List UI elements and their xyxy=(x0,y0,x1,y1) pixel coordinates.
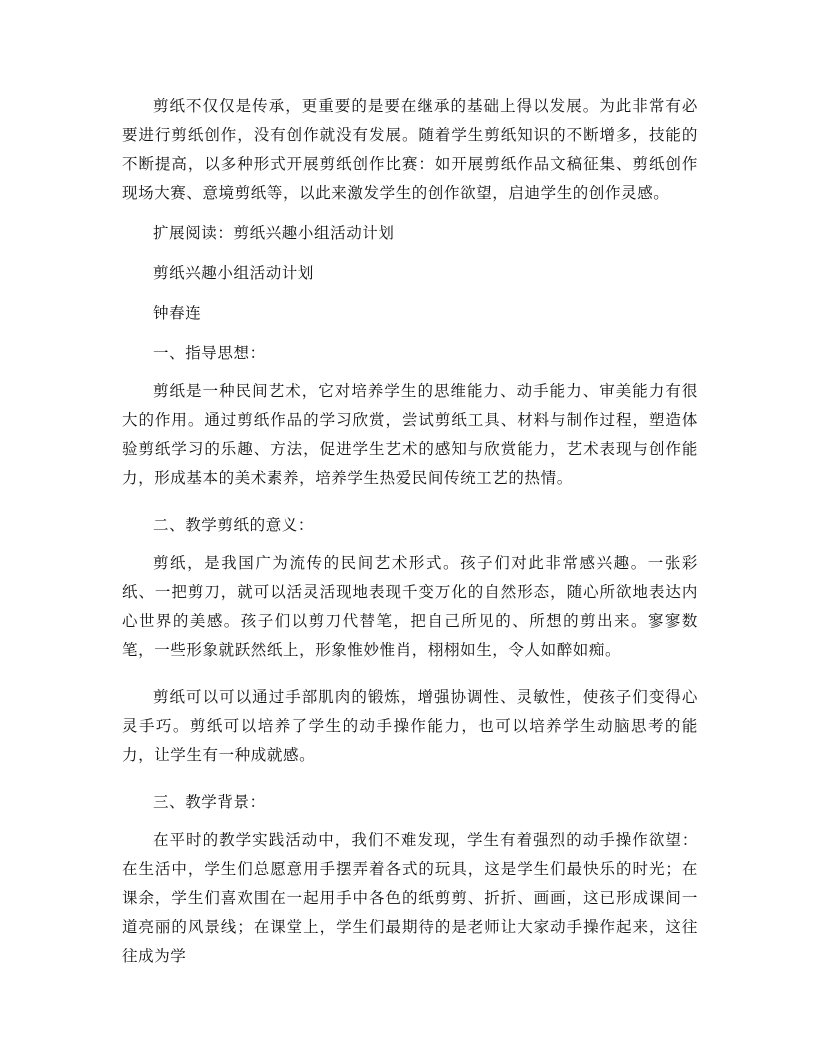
background-paragraph: 在平时的教学实践活动中，我们不难发现，学生有着强烈的动手操作欲望：在生活中，学生们总愿意用手摆弄着各式的玩具，这是学生们最快乐的时光；在课余，学生们喜欢围在一起用手中各色的纸剪剪、折折、画画，这已形成课间一道亮丽的风景线；在课堂上，学生们最期待的是老师让大家动手操作起来，这往往成为学 xyxy=(122,831,698,965)
section-heading-significance: 二、教学剪纸的意义： xyxy=(153,516,315,534)
guiding-thought-paragraph: 剪纸是一种民间艺术，它对培养学生的思维能力、动手能力、审美能力有很大的作用。通过剪纸作品的学习欣赏，尝试剪纸工具、材料与制作过程，塑造体验剪纸学习的乐趣、方法，促进学生艺术的感知与欣赏能力，艺术表现与创作能力，形成基本的美术素养，培养学生热爱民间传统工艺的热情。 xyxy=(122,382,698,487)
author-name: 钟春连 xyxy=(153,304,202,322)
document-body xyxy=(122,92,698,971)
plan-title: 剪纸兴趣小组活动计划 xyxy=(153,264,315,282)
intro-paragraph: 剪纸不仅仅是传承，更重要的是要在继承的基础上得以发展。为此非常有必要进行剪纸创作，没有创作就没有发展。随着学生剪纸知识的不断增多，技能的不断提高，以多种形式开展剪纸创作比赛：如开展剪纸作品文稿征集、剪纸创作现场大赛、意境剪纸等，以此来激发学生的创作欲望，启迪学生的创作灵感。 xyxy=(122,97,698,202)
extended-reading-label: 扩展阅读：剪纸兴趣小组活动计划 xyxy=(153,224,395,242)
section-heading-background: 三、教学背景： xyxy=(153,793,266,811)
section-heading-guiding-thought: 一、指导思想： xyxy=(153,344,266,362)
significance-paragraph-2: 剪纸可以可以通过手部肌肉的锻炼，增强协调性、灵敏性，使孩子们变得心灵手巧。剪纸可以培养了学生的动手操作能力，也可以培养学生动脑思考的能力，让学生有一种成就感。 xyxy=(122,688,698,764)
significance-paragraph-1: 剪纸，是我国广为流传的民间艺术形式。孩子们对此非常感兴趣。一张彩纸、一把剪刀，就可以活灵活现地表现千变万化的自然形态，随心所欲地表达内心世界的美感。孩子们以剪刀代替笔，把自己所见的、所想的剪出来。寥寥数笔，一些形象就跃然纸上，形象惟妙惟肖，栩栩如生，令人如醉如痴。 xyxy=(122,554,698,659)
